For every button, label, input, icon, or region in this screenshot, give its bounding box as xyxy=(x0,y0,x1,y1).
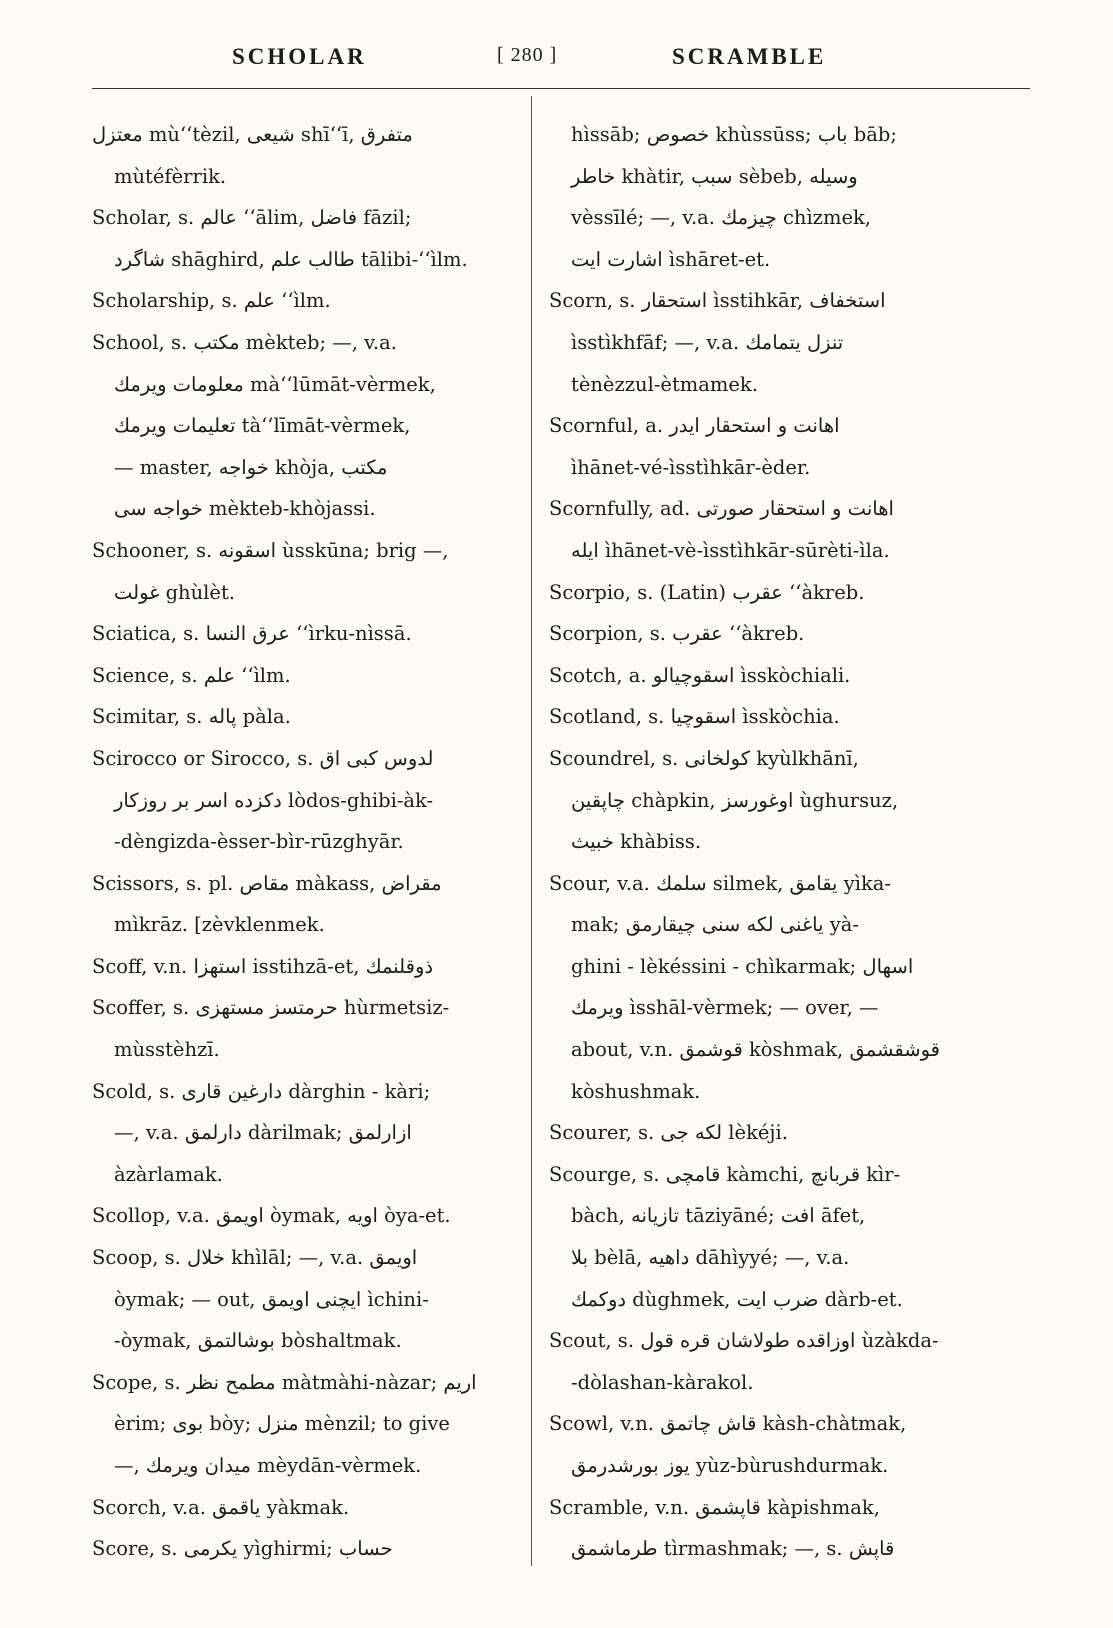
entry-line: معتزل mù‘‘tèzil, شیعی shī‘‘ī, متفرق xyxy=(92,123,413,146)
entry-line: طرماشمق tìrmashmak; —, s. قاپش xyxy=(571,1537,895,1561)
entry-line: Scramble, v.n. قاپشمق kàpishmak, xyxy=(549,1495,880,1519)
entry-line: hìssāb; خصوص khùssūss; باب bāb; xyxy=(571,123,897,146)
entry-line: بلا bèlā, داهیه dāhìyyé; —, v.a. xyxy=(571,1246,850,1270)
entry-line: خبیث khàbiss. xyxy=(571,830,702,854)
entry-line: Scoff, v.n. استهزا isstihzā-et, ذوقلنمك xyxy=(92,954,434,978)
entry-line: bàch, تازیانه tāziyāné; افت āfet, xyxy=(571,1204,866,1228)
header-rule xyxy=(92,88,1030,89)
column-divider xyxy=(531,96,532,1566)
entry-line: Scorpio, s. (Latin) عقرب ‘‘àkreb. xyxy=(549,580,865,604)
entry-line: Scowl, v.n. قاش چاتمق kàsh-chàtmak, xyxy=(549,1412,907,1436)
entry-line: vèssīlé; —, v.a. چیزمك chìzmek, xyxy=(571,206,871,230)
entry-line: چاپقین chàpkin, اوغورسز ùghursuz, xyxy=(571,788,899,812)
header-last-word: SCRAMBLE xyxy=(672,44,827,69)
header-first-word: SCHOLAR xyxy=(232,44,367,69)
entry-line: about, v.n. قوشمق kòshmak, قوشقشمق xyxy=(571,1038,940,1062)
right-column xyxy=(549,114,981,1570)
entry-line: mìkrāz. [zèvklеnmek. xyxy=(114,913,325,937)
entry-line: — master, خواجه khòja, مکتب xyxy=(114,455,388,479)
entry-line: Scotland, s. اسقوچیا ìsskòchia. xyxy=(549,705,840,729)
running-header xyxy=(0,38,1113,78)
entry-line: ìsstìkhfāf; —, v.a. تنزل یتمامك xyxy=(571,330,844,354)
entry-line: Scout, s. اوزاقده طولاشان قره قول ùzàkda- xyxy=(549,1329,939,1353)
entry-line: kòshushmak. xyxy=(571,1079,701,1103)
left-column xyxy=(92,114,520,1570)
entry-line: mak; یاغنی لکه سنی چیقارمق yà- xyxy=(571,913,859,937)
entry-line: Scotch, a. اسقوچیالو ìsskòchiali. xyxy=(549,663,851,687)
entry-line: خاطر khàtir, سبب sèbeb, وسیله xyxy=(571,164,858,188)
entry-line: غولت ghùlèt. xyxy=(114,580,235,604)
entry-line: Science, s. علم ‘‘ìlm. xyxy=(92,663,291,687)
entry-line: ghini - lèkéssini - chìkarmak; اسهال xyxy=(571,954,914,978)
entry-line: -dèngizda-èssеr-bìr-rūzghyār. xyxy=(114,830,404,854)
entry-line: èrim; بوی bòy; منزل mènzil; to give xyxy=(114,1412,450,1436)
entry-line: خواجه سی mèktеb-khòjassi. xyxy=(114,497,376,521)
entry-line: Score, s. یکرمی yìghirmi; حساب xyxy=(92,1537,393,1561)
entry-line: شاگرد shāghird, طالب علم tālibi-‘‘ìlm. xyxy=(114,247,468,271)
entry-line: Scirocco or Sirocco, s. لدوس کبی اق xyxy=(92,746,434,770)
entry-line: معلومات ویرمك mà‘‘lūmāt-vèrmek, xyxy=(114,372,436,396)
entry-line: یوز بورشدرمق yùz-bùrushdurmak. xyxy=(571,1454,889,1477)
entry-line: Scorch, v.a. یاقمق yàkmak. xyxy=(92,1495,350,1519)
entry-line: —, v.a. دارلمق dàrilmak; ازارلمق xyxy=(114,1121,412,1145)
entry-line: دکزده اسر بر روزکار lòdos-ghibi-àk- xyxy=(114,788,434,812)
entry-line: Scorpion, s. عقرب ‘‘àkreb. xyxy=(549,622,805,646)
entry-line: Scoffer, s. حرمتسز مستهزی hùrmetsiz- xyxy=(92,996,450,1020)
entry-line: Scornfully, ad. اهانت و استحقار صورتی xyxy=(549,497,894,521)
entry-line: Scornful, a. اهانت و استحقار ایدر xyxy=(549,414,840,438)
entry-line: tènèzzul-ètmamek. xyxy=(571,372,758,396)
entry-line: mùtéfèrrik. xyxy=(114,164,227,188)
entry-line: ìhānet-vé-ìsstìhkār-èdеr. xyxy=(571,455,811,479)
entry-line: Scourer, s. لکه جی lèkéji. xyxy=(549,1121,788,1145)
entry-line: اشارت ایت ìshāret-et. xyxy=(571,247,771,271)
entry-line: -òymak, بوشالتمق bòshaltmak. xyxy=(114,1329,402,1353)
entry-line: -dòlashan-kàrakol. xyxy=(571,1370,754,1394)
entry-line: Scorn, s. استحقار ìsstihkār, استخفاف xyxy=(549,289,886,313)
entry-line: تعلیمات ویرمك tà‘‘līmāt-vèrmek, xyxy=(114,414,411,438)
entry-line: —, میدان ویرمك mèydān-vèrmek. xyxy=(114,1454,422,1477)
entry-line: School, s. مکتب mèktеb; —, v.a. xyxy=(92,330,397,354)
entry-line: Scimitar, s. پاله pàla. xyxy=(92,705,291,729)
entry-line: Scold, s. دارغین قاری dàrghin - kàri; xyxy=(92,1079,431,1103)
entry-line: Scour, v.a. سلمك silmek, یقامق yìka- xyxy=(549,871,891,895)
entry-line: Schooner, s. اسقونه ùsskūna; brig —, xyxy=(92,538,449,562)
entry-line: Sciatica, s. عرق النسا ‘‘ìrku-nìssā. xyxy=(92,622,412,646)
entry-line: Scourge, s. قامچی kàmchi, قربانچ kìr- xyxy=(549,1162,901,1186)
entry-line: òymak; — out, ایچنی اویمق ìchini- xyxy=(114,1287,429,1311)
entry-line: دوکمك dùghmek, ضرب ایت dàrb-et. xyxy=(571,1287,903,1311)
entry-line: Scoop, s. خلال khìlāl; —, v.a. اویمق xyxy=(92,1246,418,1270)
entry-line: Scissors, s. pl. مقاص màkass, مقراض xyxy=(92,871,442,895)
entry-line: ایله ìhānet-vè-ìsstìhkār-sūrèti-ìla. xyxy=(571,538,890,562)
entry-line: àzàrlamak. xyxy=(114,1162,223,1186)
entry-line: ویرمك ìsshāl-vèrmek; — over, — xyxy=(571,996,879,1020)
entry-line: Scollop, v.a. اویمق òymak, اویه òya-et. xyxy=(92,1204,451,1228)
entry-line: Scope, s. مطمح نظر màtmàhi-nàzar; اریم xyxy=(92,1370,477,1394)
entry-line: Scholarship, s. علم ‘‘ìlm. xyxy=(92,289,331,313)
entry-line: Scholar, s. عالم ‘‘ālim, فاضل fāzil; xyxy=(92,206,412,230)
page-number: [ 280 ] xyxy=(497,44,558,66)
entry-line: Scoundrel, s. کولخانی kyùlkhānī, xyxy=(549,746,859,770)
entry-line: mùsstèhzī. xyxy=(114,1038,220,1062)
